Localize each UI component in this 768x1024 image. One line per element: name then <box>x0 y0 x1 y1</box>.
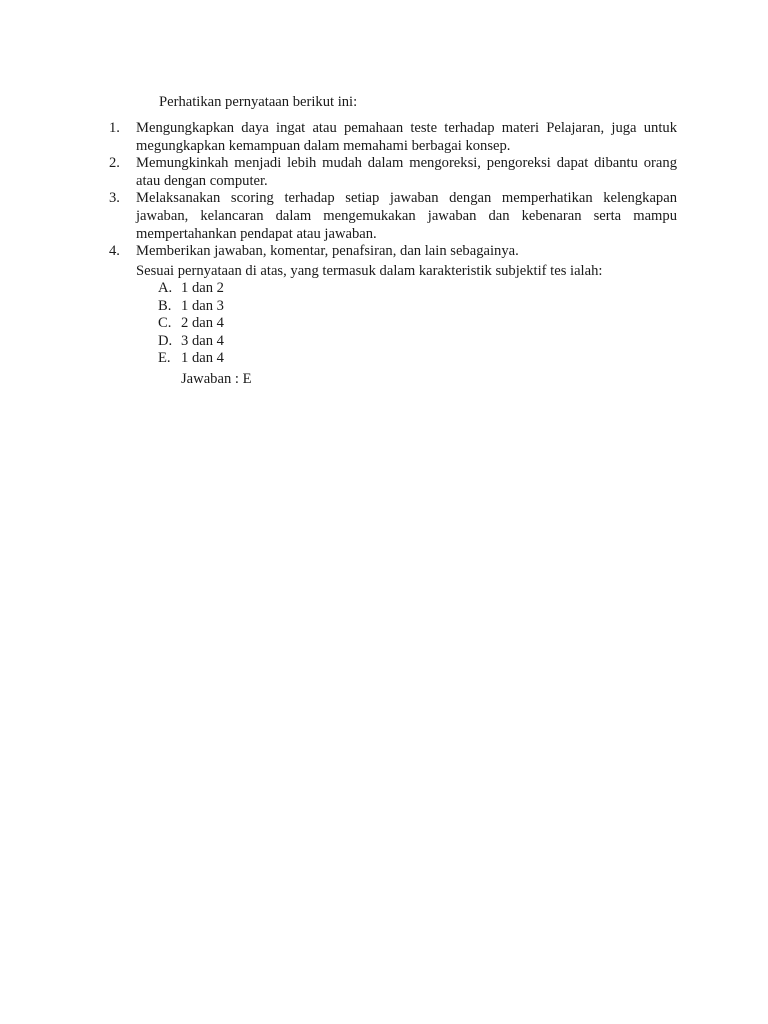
statement-text: Melaksanakan scoring terhadap setiap jawaban dengan memperhatikan kelengkapan jawaban, kelancaran dalam mengemukakan jawaban dan kebenaran serta mampu mempertahankan pendapat atau jawaban. <box>136 190 677 242</box>
option-text: 3 dan 4 <box>181 332 224 349</box>
question-text: Sesuai pernyataan di atas, yang termasuk dalam karakteristik subjektif tes ialah: <box>136 263 603 279</box>
option-letter: E. <box>158 350 171 367</box>
statement-text: Mengungkapkan daya ingat atau pemahaan teste terhadap materi Pelajaran, juga untuk megungkapkan kemampuan dalam memahami berbagai konsep. <box>136 120 677 154</box>
statement-text: Memberikan jawaban, komentar, penafsiran, dan lain sebagainya. <box>136 243 519 260</box>
statement-item <box>109 120 677 155</box>
answer-text: Jawaban : E <box>181 371 252 387</box>
statement-text: Memungkinkah menjadi lebih mudah dalam mengoreksi, pengoreksi dapat dibantu orang atau dengan computer. <box>136 155 677 189</box>
statement-item <box>109 243 677 261</box>
statement-item <box>109 190 677 243</box>
statement-number: 3. <box>109 190 120 207</box>
option-letter: A. <box>158 280 173 296</box>
option-text: 1 dan 4 <box>181 350 224 367</box>
option-letter: B. <box>158 297 172 314</box>
intro-text: Perhatikan pernyataan berikut ini: <box>159 94 358 110</box>
statement-item <box>109 155 677 190</box>
statement-number: 1. <box>109 120 120 136</box>
option-letter: D. <box>158 332 173 349</box>
statement-list <box>109 120 677 261</box>
option-text: 1 dan 3 <box>181 297 224 314</box>
statement-number: 2. <box>109 155 120 172</box>
option-letter: C. <box>158 315 172 332</box>
option-text: 1 dan 2 <box>181 280 224 296</box>
statement-number: 4. <box>109 243 120 260</box>
option-text: 2 dan 4 <box>181 315 224 332</box>
